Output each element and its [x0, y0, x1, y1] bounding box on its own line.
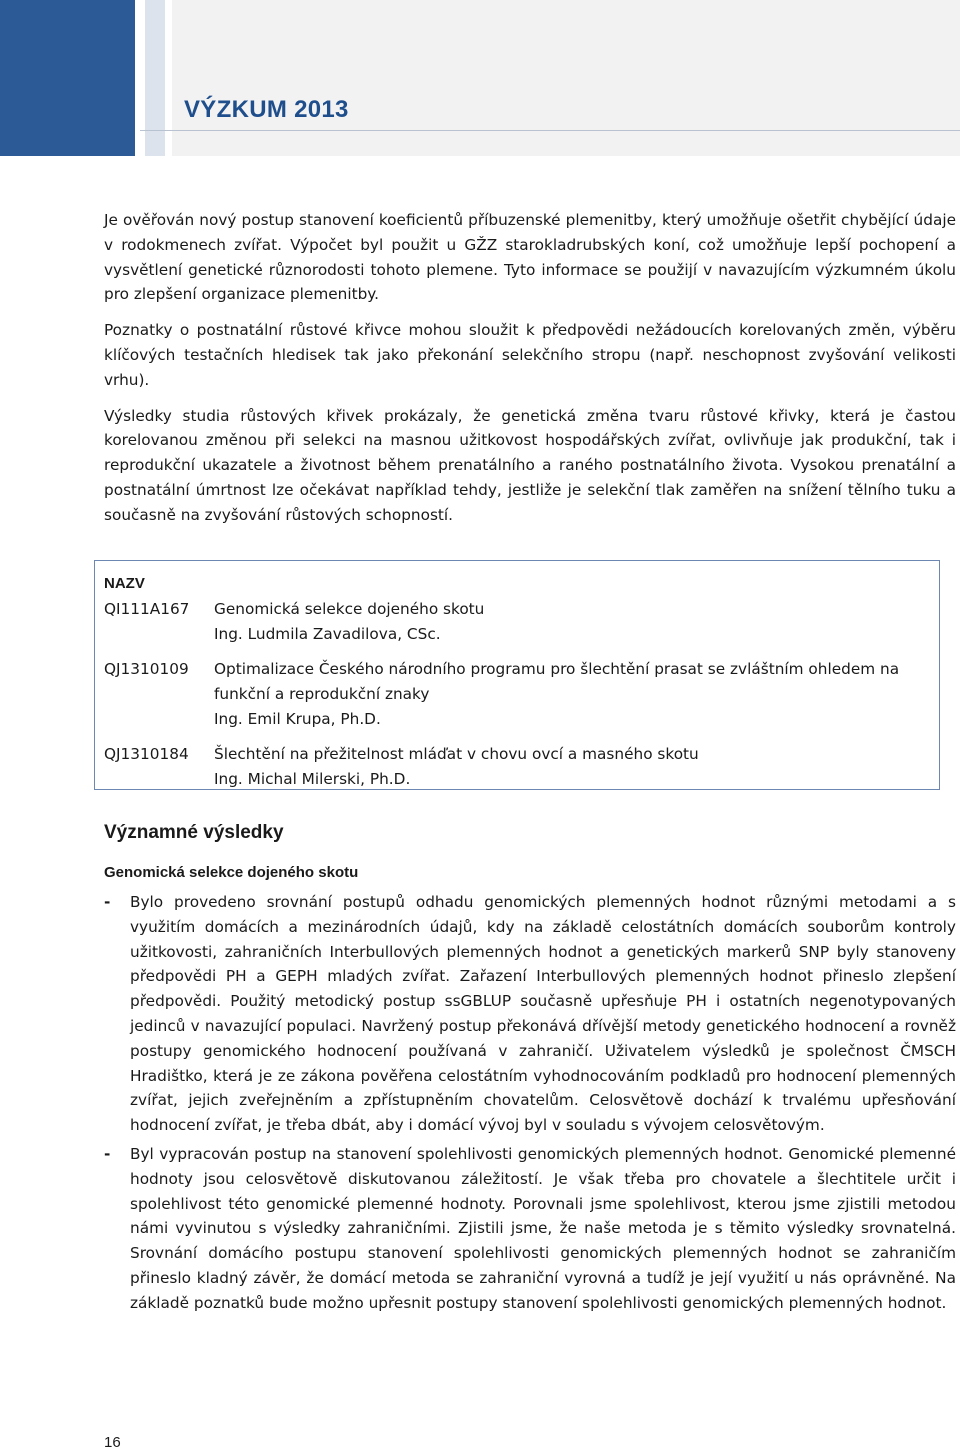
projects-heading: NAZV: [104, 575, 145, 592]
project-code: QJ1310184: [104, 745, 189, 763]
intro-paragraph: Poznatky o postnatální růstové křivce mohou sloužit k předpovědi nežádoucích korelovaných změn, výběru klíčových testačních hledisek tak jako překonání selekčního stropu (např. neschopnost zvyšování velikosti vrhu).: [104, 321, 956, 389]
project-title: Šlechtění na přežitelnost mláďat v chovu ovcí a masného skotu: [214, 745, 699, 763]
header-stripe-dark: [0, 0, 135, 156]
list-item: [104, 890, 956, 1138]
list-item-text: Bylo provedeno srovnání postupů odhadu genomických plemenných hodnot různými metodami a s využitím domácích a mezinárodních údajů, kdy na základě celostátních domácích souborům kontroly užitkovosti, zahraničních Interbullových plemenných hodnot a genetických markerů SNP byly stanoveny předpovědi PH a GEPH mladých zvířat. Zařazení Interbullových plemenných hodnot přineslo zlepšení předpovědi. Použitý metodický postup ssGBLUP současně upřesňuje PH i ostatních negenotypovaných jedinců v navazující populaci. Navržený postup překonává dřívější metody genetického hodnocení a rovněž postupy genomického hodnocení používaná v zahraničí. Uživatelem výsledků je společnost ČMSCH Hradištko, která je ze zákona pověřena celostátním vyhodnocováním podkladů pro hodnocení plemenných zvířat, jejich zveřejněním a zpřístupněním chovatelům. Celosvětově dochází k trvalému upřesňování hodnocení zvířat, je třeba dbát, aby i domácí vývoj byl v souladu s vývojem celosvětovým.: [130, 893, 956, 1135]
intro-paragraph: Je ověřován nový postup stanovení koeficientů příbuzenské plemenitby, který umožňuje ošetřit chybějící údaje v rodokmenech zvířat. Výpočet byl použit u GŽZ starokladrubských koní, což umožňuje lepší pochopení a vysvětlení genetické různorodosti tohoto plemene. Tyto informace se použijí v navazujícím výzkumném úkolu pro zlepšení organizace plemenitby.: [104, 211, 956, 304]
header-stripe-gap: [165, 0, 172, 156]
project-person: Ing. Ludmila Zavadilova, CSc.: [214, 624, 441, 643]
project-person: Ing. Emil Krupa, Ph.D.: [214, 709, 381, 728]
header-divider: [140, 130, 960, 131]
intro-paragraph: Výsledky studia růstových křivek prokázaly, že genetická změna tvaru růstové křivky, která je častou korelovanou změnou při selekci na masnou užitkovost hospodářských zvířat, ovlivňuje jak produkční, tak i reprodukční ukazatele a životnost během prenatálního a raného postnatálního života. Vysokou prenatální a postnatální úmrtnost lze očekávat například tehdy, jestliže je selekční tlak zaměřen na snížení tělního tuku a současně na zvyšování růstových schopností.: [104, 406, 956, 524]
project-code: QJ1310109: [104, 660, 189, 678]
page-title: VÝZKUM 2013: [184, 96, 349, 123]
results-list: [104, 890, 956, 1320]
bullet-dash: -: [104, 1144, 111, 1163]
project-title: Optimalizace Českého národního programu pro šlechtění prasat se zvláštním ohledem na funkční a reprodukční znaky: [214, 660, 900, 703]
project-code: QI111A167: [104, 600, 190, 618]
bullet-dash: -: [104, 893, 111, 911]
intro-text: [104, 208, 956, 539]
header-stripe-light: [145, 0, 165, 156]
results-subheading: Genomická selekce dojeného skotu: [104, 864, 359, 881]
header-stripe-gap: [135, 0, 145, 156]
list-item: [104, 1142, 956, 1316]
project-title: Genomická selekce dojeného skotu: [214, 600, 485, 618]
page-number: 16: [104, 1434, 121, 1451]
results-heading: Významné výsledky: [104, 822, 284, 843]
header-band: [0, 0, 960, 156]
project-person: Ing. Michal Milerski, Ph.D.: [214, 769, 411, 788]
list-item-text: Byl vypracován postup na stanovení spolehlivosti genomických plemenných hodnot. Genomické plemenné hodnoty jsou celosvětově diskutovanou záležitostí. Je však třeba pro chovatele a šlechtitele určit i spolehlivost této genomické plemenné hodnoty. Porovnali jsme spolehlivost, kterou jsme zjistili metodou námi vyvinutou s výsledky zahraničními. Zjistili jsme, že naše metoda je s těmito výsledky srovnatelná. Srovnání domácího postupu stanovení spolehlivosti genomických plemenných hodnot se zahraničím přineslo kladný závěr, že domácí metoda se zahraniční vyrovná a tudíž je její využití u nás oprávněné. Na základě poznatků bude možno upřesnit postupy stanovení spolehlivosti genomických plemenných hodnot.: [130, 1144, 956, 1312]
